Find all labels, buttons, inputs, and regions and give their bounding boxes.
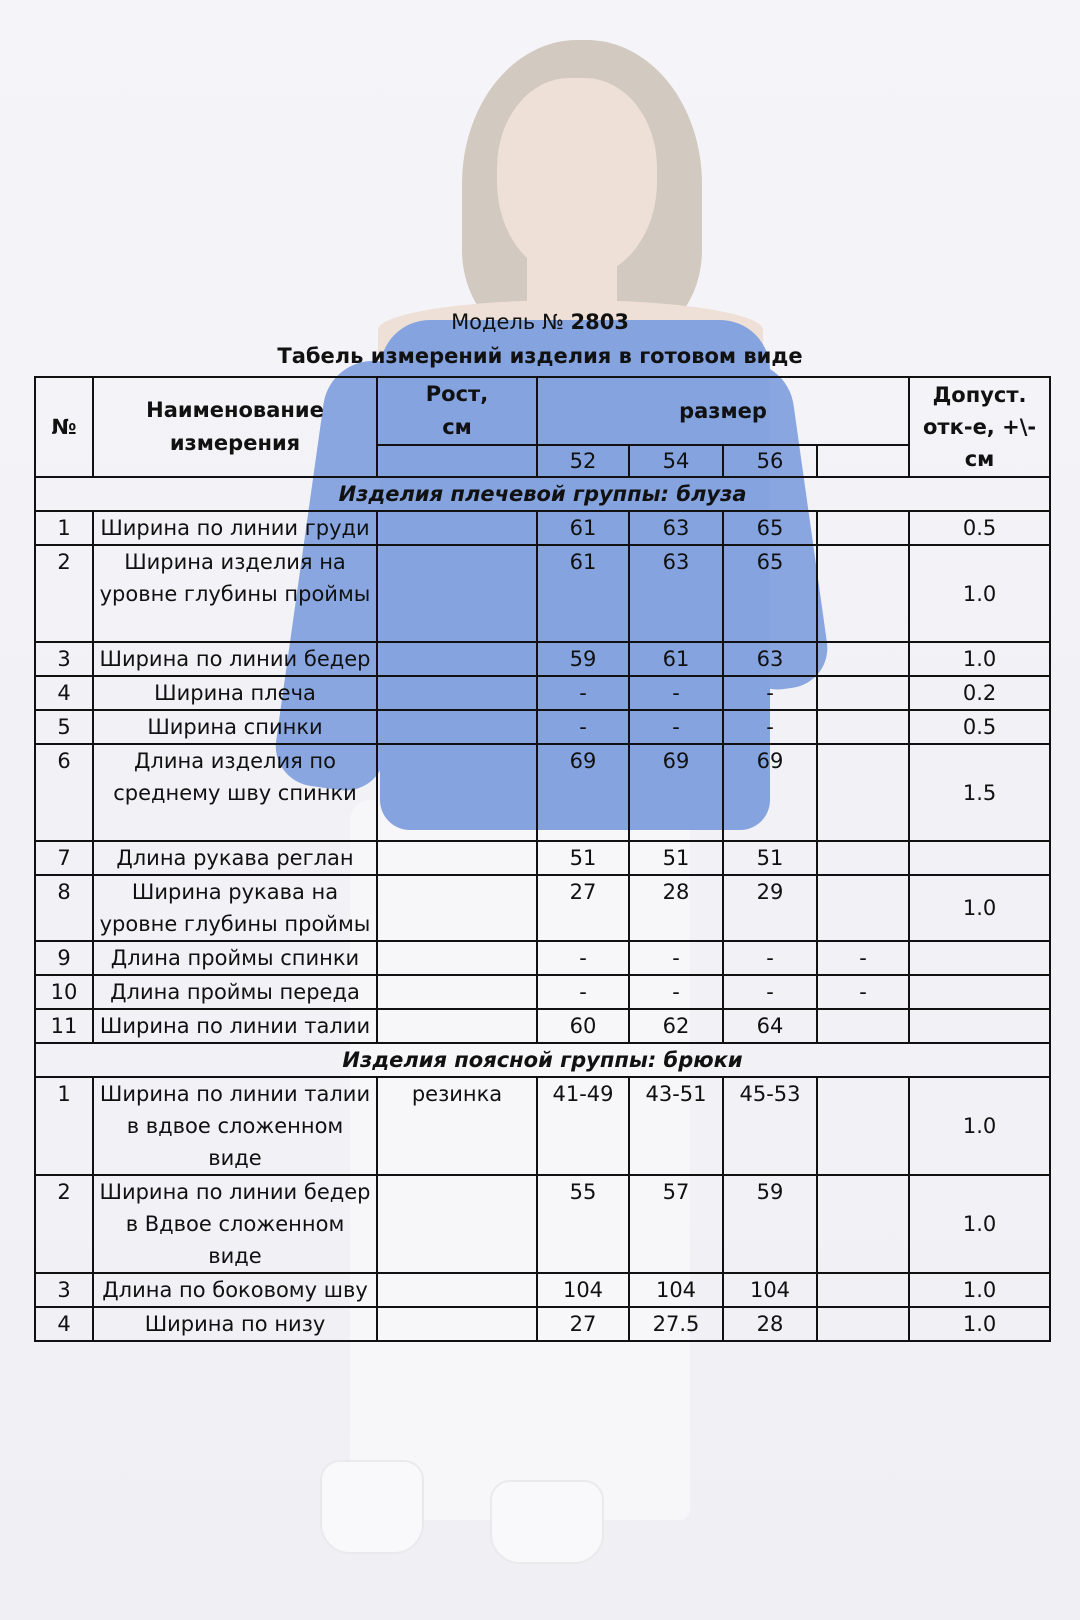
size-col — [817, 445, 909, 477]
size-value: 62 — [629, 1009, 723, 1043]
measurement-table — [34, 376, 1051, 1342]
size-value: - — [537, 941, 629, 975]
table-row — [35, 841, 1050, 875]
table-row — [35, 875, 1050, 941]
measurement-name: Ширина по низу — [93, 1307, 377, 1341]
row-number: 1 — [35, 1077, 93, 1175]
table-caption: Табель измерений изделия в готовом виде — [277, 344, 803, 368]
tolerance-value — [909, 941, 1050, 975]
height-cell — [377, 1175, 537, 1273]
size-value: 51 — [723, 841, 817, 875]
size-value: 41-49 — [537, 1077, 629, 1175]
measurement-name: Ширина по линии бедер в Вдвое сложенном виде — [93, 1175, 377, 1273]
size-value — [817, 1009, 909, 1043]
section-title: Изделия плечевой группы: блуза — [35, 477, 1050, 511]
table-row — [35, 1273, 1050, 1307]
measurement-name: Ширина рукава на уровне глубины проймы — [93, 875, 377, 941]
size-value — [817, 1273, 909, 1307]
size-value: 51 — [537, 841, 629, 875]
row-number: 2 — [35, 545, 93, 642]
measurement-name: Длина проймы спинки — [93, 941, 377, 975]
measurement-name: Ширина по линии талии в вдвое сложенном виде — [93, 1077, 377, 1175]
header-height-blank — [377, 445, 537, 477]
size-value: 63 — [629, 511, 723, 545]
header-name: Наименование измерения — [93, 377, 377, 477]
size-value: - — [723, 710, 817, 744]
size-value: 29 — [723, 875, 817, 941]
size-value: - — [629, 676, 723, 710]
size-value: 65 — [723, 511, 817, 545]
table-row — [35, 511, 1050, 545]
size-value: - — [537, 975, 629, 1009]
size-value: - — [629, 710, 723, 744]
height-cell — [377, 545, 537, 642]
table-row — [35, 642, 1050, 676]
size-value: 45-53 — [723, 1077, 817, 1175]
height-cell — [377, 642, 537, 676]
table-row — [35, 676, 1050, 710]
size-value: 104 — [537, 1273, 629, 1307]
size-value: 55 — [537, 1175, 629, 1273]
measurement-name: Ширина по линии груди — [93, 511, 377, 545]
table-row — [35, 744, 1050, 841]
model-title — [0, 310, 1080, 334]
tolerance-value: 0.5 — [909, 710, 1050, 744]
tolerance-value — [909, 1009, 1050, 1043]
size-value: 59 — [537, 642, 629, 676]
measurement-name: Ширина по линии бедер — [93, 642, 377, 676]
size-value — [817, 1077, 909, 1175]
height-cell — [377, 1307, 537, 1341]
measurement-name: Ширина по линии талии — [93, 1009, 377, 1043]
row-number: 2 — [35, 1175, 93, 1273]
header-num: № — [35, 377, 93, 477]
size-value: 64 — [723, 1009, 817, 1043]
height-cell — [377, 841, 537, 875]
model-number: 2803 — [570, 310, 629, 334]
size-value — [817, 1307, 909, 1341]
size-value: 27.5 — [629, 1307, 723, 1341]
size-col: 52 — [537, 445, 629, 477]
size-value: 28 — [629, 875, 723, 941]
size-value — [817, 545, 909, 642]
table-row — [35, 545, 1050, 642]
height-cell — [377, 875, 537, 941]
size-value: 69 — [723, 744, 817, 841]
size-value: 104 — [629, 1273, 723, 1307]
tolerance-value: 1.0 — [909, 1273, 1050, 1307]
row-number: 4 — [35, 676, 93, 710]
measurement-name: Ширина спинки — [93, 710, 377, 744]
table-row — [35, 1175, 1050, 1273]
height-cell — [377, 941, 537, 975]
table-row — [35, 1307, 1050, 1341]
size-value: - — [537, 710, 629, 744]
measurement-name: Ширина плеча — [93, 676, 377, 710]
height-cell — [377, 1009, 537, 1043]
row-number: 1 — [35, 511, 93, 545]
height-cell — [377, 710, 537, 744]
height-cell — [377, 975, 537, 1009]
size-value — [817, 676, 909, 710]
row-number: 3 — [35, 642, 93, 676]
tolerance-value: 1.0 — [909, 875, 1050, 941]
header-tolerance: Допуст. отк-е, +\-см — [909, 377, 1050, 477]
row-number: 4 — [35, 1307, 93, 1341]
tolerance-value: 1.0 — [909, 1175, 1050, 1273]
tolerance-value: 1.0 — [909, 1077, 1050, 1175]
size-value: 104 — [723, 1273, 817, 1307]
size-value: 65 — [723, 545, 817, 642]
row-number: 5 — [35, 710, 93, 744]
row-number: 6 — [35, 744, 93, 841]
size-col: 54 — [629, 445, 723, 477]
row-number: 8 — [35, 875, 93, 941]
height-cell — [377, 511, 537, 545]
measurement-name: Длина по боковому шву — [93, 1273, 377, 1307]
size-value: 61 — [629, 642, 723, 676]
height-cell: резинка — [377, 1077, 537, 1175]
size-value: 60 — [537, 1009, 629, 1043]
size-value: 51 — [629, 841, 723, 875]
size-value: - — [723, 975, 817, 1009]
size-value: - — [817, 975, 909, 1009]
size-value: 43-51 — [629, 1077, 723, 1175]
tolerance-value: 0.2 — [909, 676, 1050, 710]
size-value: - — [723, 941, 817, 975]
table-row — [35, 1009, 1050, 1043]
size-value: 69 — [629, 744, 723, 841]
size-value — [817, 875, 909, 941]
header-size: размер — [537, 377, 909, 445]
size-value: - — [537, 676, 629, 710]
table-row — [35, 941, 1050, 975]
tolerance-value: 1.0 — [909, 545, 1050, 642]
size-value: 57 — [629, 1175, 723, 1273]
measurement-name: Длина проймы переда — [93, 975, 377, 1009]
tolerance-value: 1.0 — [909, 642, 1050, 676]
size-value — [817, 710, 909, 744]
tolerance-value — [909, 841, 1050, 875]
row-number: 9 — [35, 941, 93, 975]
size-value — [817, 642, 909, 676]
size-value: 59 — [723, 1175, 817, 1273]
measurement-name: Ширина изделия на уровне глубины проймы — [93, 545, 377, 642]
row-number: 7 — [35, 841, 93, 875]
size-value: 63 — [723, 642, 817, 676]
tolerance-value: 1.0 — [909, 1307, 1050, 1341]
size-value: 63 — [629, 545, 723, 642]
size-value: - — [629, 975, 723, 1009]
size-col: 56 — [723, 445, 817, 477]
tolerance-value: 0.5 — [909, 511, 1050, 545]
table-body — [35, 477, 1050, 1341]
row-number: 11 — [35, 1009, 93, 1043]
size-value: 27 — [537, 875, 629, 941]
height-cell — [377, 1273, 537, 1307]
tolerance-value — [909, 975, 1050, 1009]
size-value: - — [817, 941, 909, 975]
table-row — [35, 975, 1050, 1009]
size-value: - — [723, 676, 817, 710]
size-value — [817, 744, 909, 841]
size-value: 27 — [537, 1307, 629, 1341]
header-height: Рост, см — [377, 377, 537, 445]
section-title: Изделия поясной группы: брюки — [35, 1043, 1050, 1077]
size-value — [817, 1175, 909, 1273]
table-row — [35, 710, 1050, 744]
size-value — [817, 511, 909, 545]
height-cell — [377, 744, 537, 841]
measurement-name: Длина изделия по среднему шву спинки — [93, 744, 377, 841]
size-value: 69 — [537, 744, 629, 841]
measurement-name: Длина рукава реглан — [93, 841, 377, 875]
tolerance-value: 1.5 — [909, 744, 1050, 841]
height-cell — [377, 676, 537, 710]
table-row — [35, 1077, 1050, 1175]
row-number: 3 — [35, 1273, 93, 1307]
size-value: 61 — [537, 511, 629, 545]
model-label: Модель № — [451, 310, 564, 334]
size-value: - — [629, 941, 723, 975]
size-value — [817, 841, 909, 875]
row-number: 10 — [35, 975, 93, 1009]
size-value: 61 — [537, 545, 629, 642]
size-value: 28 — [723, 1307, 817, 1341]
